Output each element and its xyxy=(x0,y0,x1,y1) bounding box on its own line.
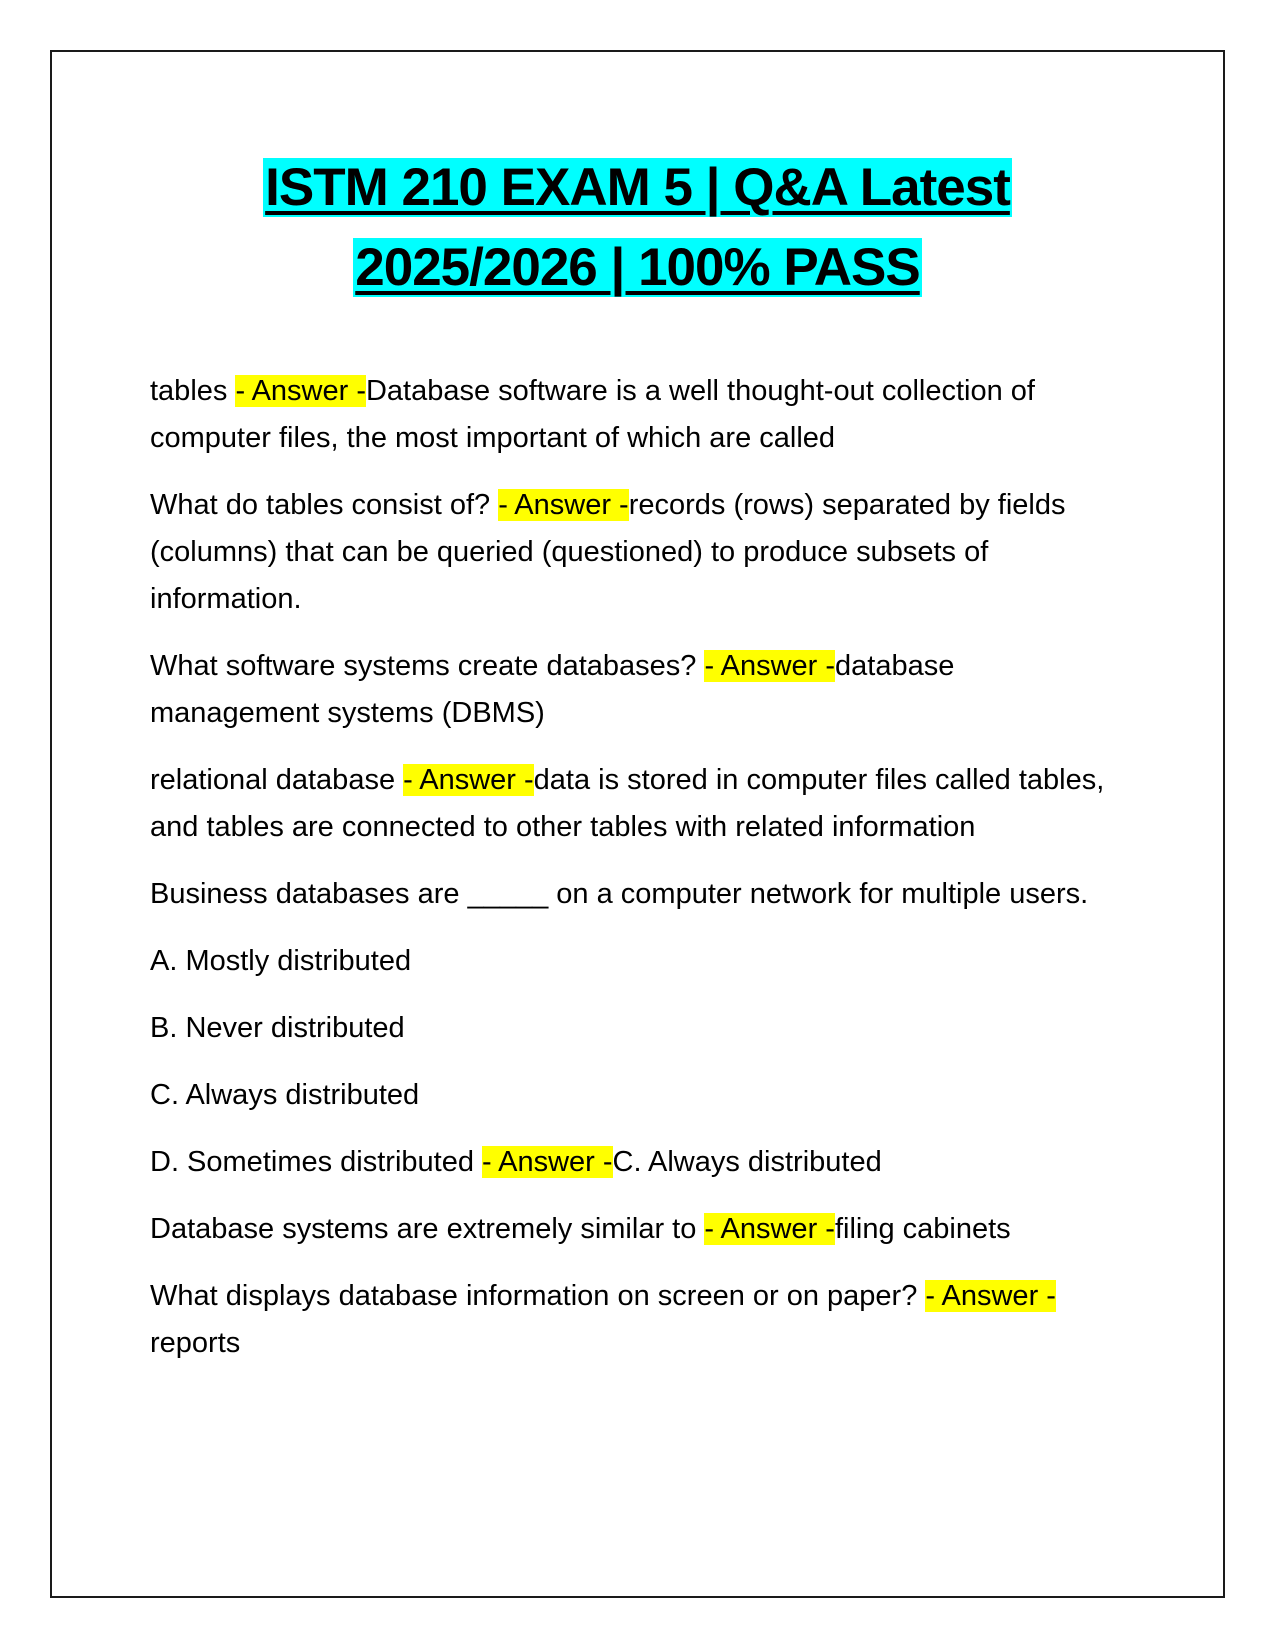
answer-marker: - Answer - xyxy=(482,1146,613,1178)
answer-marker: - Answer - xyxy=(704,650,836,682)
answer-marker: - Answer - xyxy=(704,1213,835,1245)
answer-text: records (rows) separated by fields (columns) that can be queried (questioned) to produce subsets of information. xyxy=(150,489,1066,615)
document-title xyxy=(80,148,1195,308)
answer-text: reports xyxy=(150,1327,241,1359)
answer-text: data is stored in computer files called tables, and tables are connected to other tables with related information xyxy=(150,764,1105,843)
answer-text: database management systems (DBMS) xyxy=(150,650,955,729)
mcq-answer: C. Always distributed xyxy=(612,1146,882,1178)
answer-text: filing cabinets xyxy=(834,1213,1011,1245)
question-text: Database systems are extremely similar to xyxy=(150,1213,705,1245)
answer-marker: - Answer - xyxy=(925,1280,1056,1312)
qa-entry-2 xyxy=(150,482,1130,623)
question-text: relational database xyxy=(150,764,404,796)
answer-marker: - Answer - xyxy=(235,375,366,407)
answer-marker: - Answer - xyxy=(403,764,534,796)
mcq-option-c: C. Always distributed xyxy=(150,1079,420,1111)
question-text: What do tables consist of? xyxy=(150,489,499,521)
title-line-2: 2025/2026 | 100% PASS xyxy=(355,238,920,297)
qa-entry-6 xyxy=(150,1273,1130,1367)
question-text: What software systems create databases? xyxy=(150,650,705,682)
mcq-option-b: B. Never distributed xyxy=(150,1012,405,1044)
mcq-option-d-answer xyxy=(150,1139,1130,1186)
title-line-1: ISTM 210 EXAM 5 | Q&A Latest xyxy=(265,158,1010,217)
answer-marker: - Answer - xyxy=(498,489,629,521)
question-text: What displays database information on screen or on paper? xyxy=(150,1280,926,1312)
answer-text: Database software is a well thought-out collection of computer files, the most important of which are called xyxy=(150,375,1035,454)
mcq-option-a: A. Mostly distributed xyxy=(150,945,412,977)
mcq-option-d: D. Sometimes distributed xyxy=(150,1146,483,1178)
question-text: tables xyxy=(150,375,236,407)
qa-content xyxy=(150,368,1130,1387)
qa-entry-1 xyxy=(150,368,1130,462)
qa-entry-4 xyxy=(150,757,1130,851)
mcq-stem: Business databases are _____ on a computer network for multiple users. xyxy=(150,878,1089,910)
qa-entry-3 xyxy=(150,643,1130,737)
qa-entry-5 xyxy=(150,1206,1130,1253)
